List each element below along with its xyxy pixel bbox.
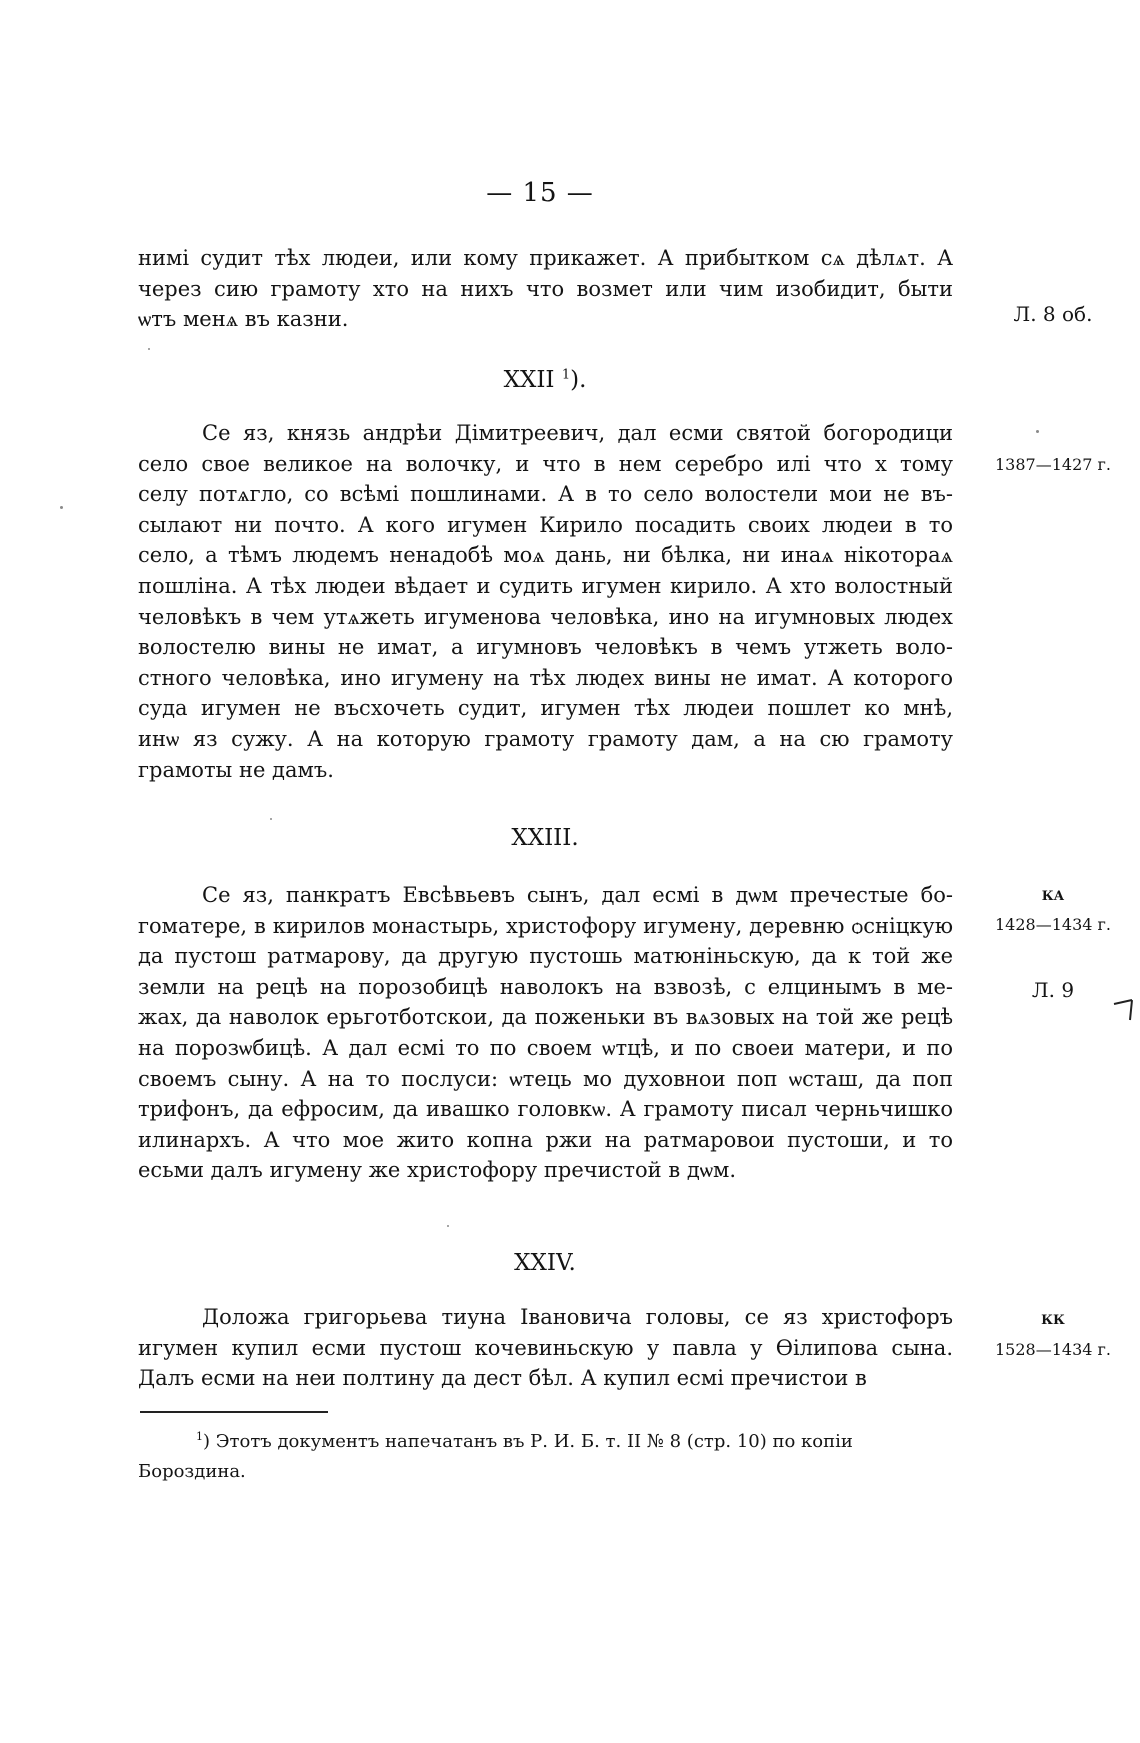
section-heading-xxii bbox=[430, 367, 660, 393]
text-line: своемъ сыну. А на то послуси: ѡтець мо духовнои поп ѡсташ, да поп bbox=[138, 1066, 953, 1091]
text-line: пошліна. А тѣх людеи вѣдает и судить игумен кирило. А хто волостный bbox=[138, 573, 953, 598]
scan-speck bbox=[148, 348, 150, 350]
text-line: стного человѣка, ино игумену на тѣх людех вины не имат. А которого bbox=[138, 665, 953, 690]
section-heading-xxiv: XXIV. bbox=[514, 1250, 576, 1276]
scan-speck bbox=[1036, 430, 1039, 433]
text-line: трифонъ, да ефросим, да ивашко головкѡ. А грамоту писал черньчишко bbox=[138, 1097, 953, 1122]
text-line: илинархъ. А что мое жито копна ржи на ратмаровои пустоши, и то bbox=[138, 1127, 953, 1152]
section-body-xxiv bbox=[138, 1302, 953, 1394]
footnote-marker: 1 bbox=[196, 1430, 203, 1443]
pencil-mark-icon bbox=[1112, 996, 1134, 1022]
scan-speck bbox=[60, 506, 63, 509]
section-body-xxiii bbox=[138, 880, 953, 1186]
letter-numeral-note: КК bbox=[1041, 1313, 1065, 1328]
text-line: грамоты не дамъ. bbox=[138, 757, 334, 782]
section-body-xxii bbox=[138, 418, 953, 785]
section-heading-xxiii: XXIII. bbox=[511, 825, 579, 851]
text-line: Доложа григорьева тиуна Івановича головы, се яз христофоръ bbox=[202, 1305, 953, 1329]
text-line: село свое великое на волочку, и что в нем серебро илі что х тому bbox=[138, 451, 953, 476]
text-line: Далъ есми на неи полтину да дест бѣл. А купил есмі пречистои в bbox=[138, 1366, 867, 1391]
date-note: 1428—1434 г. bbox=[995, 915, 1111, 934]
text-line: жах, да наволок ерьготботскои, да поженьки въ вѧзовых на той же рецѣ bbox=[138, 1005, 953, 1030]
continuation-text bbox=[138, 243, 953, 335]
footnote-text: Этотъ документъ напечатанъ въ Р. И. Б. т. II № 8 (стр. 10) по копіи bbox=[215, 1431, 853, 1452]
scan-speck bbox=[447, 1225, 449, 1227]
text-line: человѣкъ в чем утѧжеть игуменова человѣка, ино на игумновых людех bbox=[138, 604, 953, 629]
text-line: суда игумен не въсхочеть судит, игумен тѣх людеи пошлет ко мнѣ, bbox=[138, 696, 953, 721]
text-line: гоматере, в кирилов монастырь, христофору игумену, деревню ѻсніцкую bbox=[138, 913, 953, 938]
text-line: игумен купил есми пустош кочевиньскую у павла у Ѳілипова сына. bbox=[138, 1335, 953, 1360]
text-line: село, а тѣмъ людемъ ненадобѣ моѧ дань, ни бѣлка, ни инаѧ нікотораѧ bbox=[138, 543, 953, 568]
text-line: на порозѡбицѣ. А дал есмі то по своем ѡтцѣ, и по своеи матери, и по bbox=[138, 1035, 953, 1060]
letter-numeral-note: КА bbox=[1041, 889, 1065, 904]
footnote bbox=[138, 1422, 953, 1487]
text-line: Се яз, князь андрѣи Дімитреевич, дал есми святой богородици bbox=[202, 421, 953, 445]
text-line: волостелю вины не имат, а игумновъ человѣкъ в чемъ утжеть воло- bbox=[138, 635, 953, 660]
folio-note: Л. 9 bbox=[1031, 978, 1075, 1002]
footnote-line: Бороздина. bbox=[138, 1461, 246, 1482]
text-line: селу потѧгло, со всѣмі пошлинами. А в то село волостели мои не въ- bbox=[138, 482, 953, 507]
text-line: да пустош ратмарову, да другую пустошь матюніньскую, да к той же bbox=[138, 944, 953, 969]
date-note: 1528—1434 г. bbox=[995, 1340, 1111, 1359]
text-line: через сию грамоту хто на нихъ что возмет или чим изобидит, быти bbox=[138, 276, 953, 301]
text-line: есьми далъ игумену же христофору пречистой в дѡм. bbox=[138, 1158, 737, 1183]
footnote-ref: 1 bbox=[561, 367, 571, 383]
heading-suffix: ). bbox=[570, 367, 587, 393]
text-line: нимі судит тѣх людеи, или кому прикажет. А прибытком сѧ дѣлѧт. А bbox=[138, 246, 953, 270]
folio-note: Л. 8 об. bbox=[1013, 302, 1093, 326]
section-heading-label: XXII bbox=[503, 367, 555, 393]
scan-speck bbox=[270, 818, 272, 820]
text-line: земли на рецѣ на порозобицѣ наволокъ на взвозѣ, с елцинымъ в ме- bbox=[138, 974, 953, 999]
text-line: Се яз, панкратъ Евсѣвьевъ сынъ, дал есмі в дѡм пречестые бо- bbox=[202, 883, 953, 907]
date-note: 1387—1427 г. bbox=[995, 455, 1111, 474]
footnote-divider bbox=[140, 1411, 328, 1413]
text-line: инѡ яз сужу. А на которую грамоту грамоту дам, а на сю грамоту bbox=[138, 726, 953, 751]
text-line: сылают ни почто. А кого игумен Кирило посадить своих людеи в то bbox=[138, 512, 953, 537]
text-line: ѡтъ менѧ въ казни. bbox=[138, 307, 349, 332]
page-number: — 15 — bbox=[486, 178, 594, 208]
footnote-line: $^1$) Этотъ документъ напечатанъ въ Р. И. Б. т. II № 8 (стр. 10) по копіи bbox=[196, 1430, 853, 1452]
